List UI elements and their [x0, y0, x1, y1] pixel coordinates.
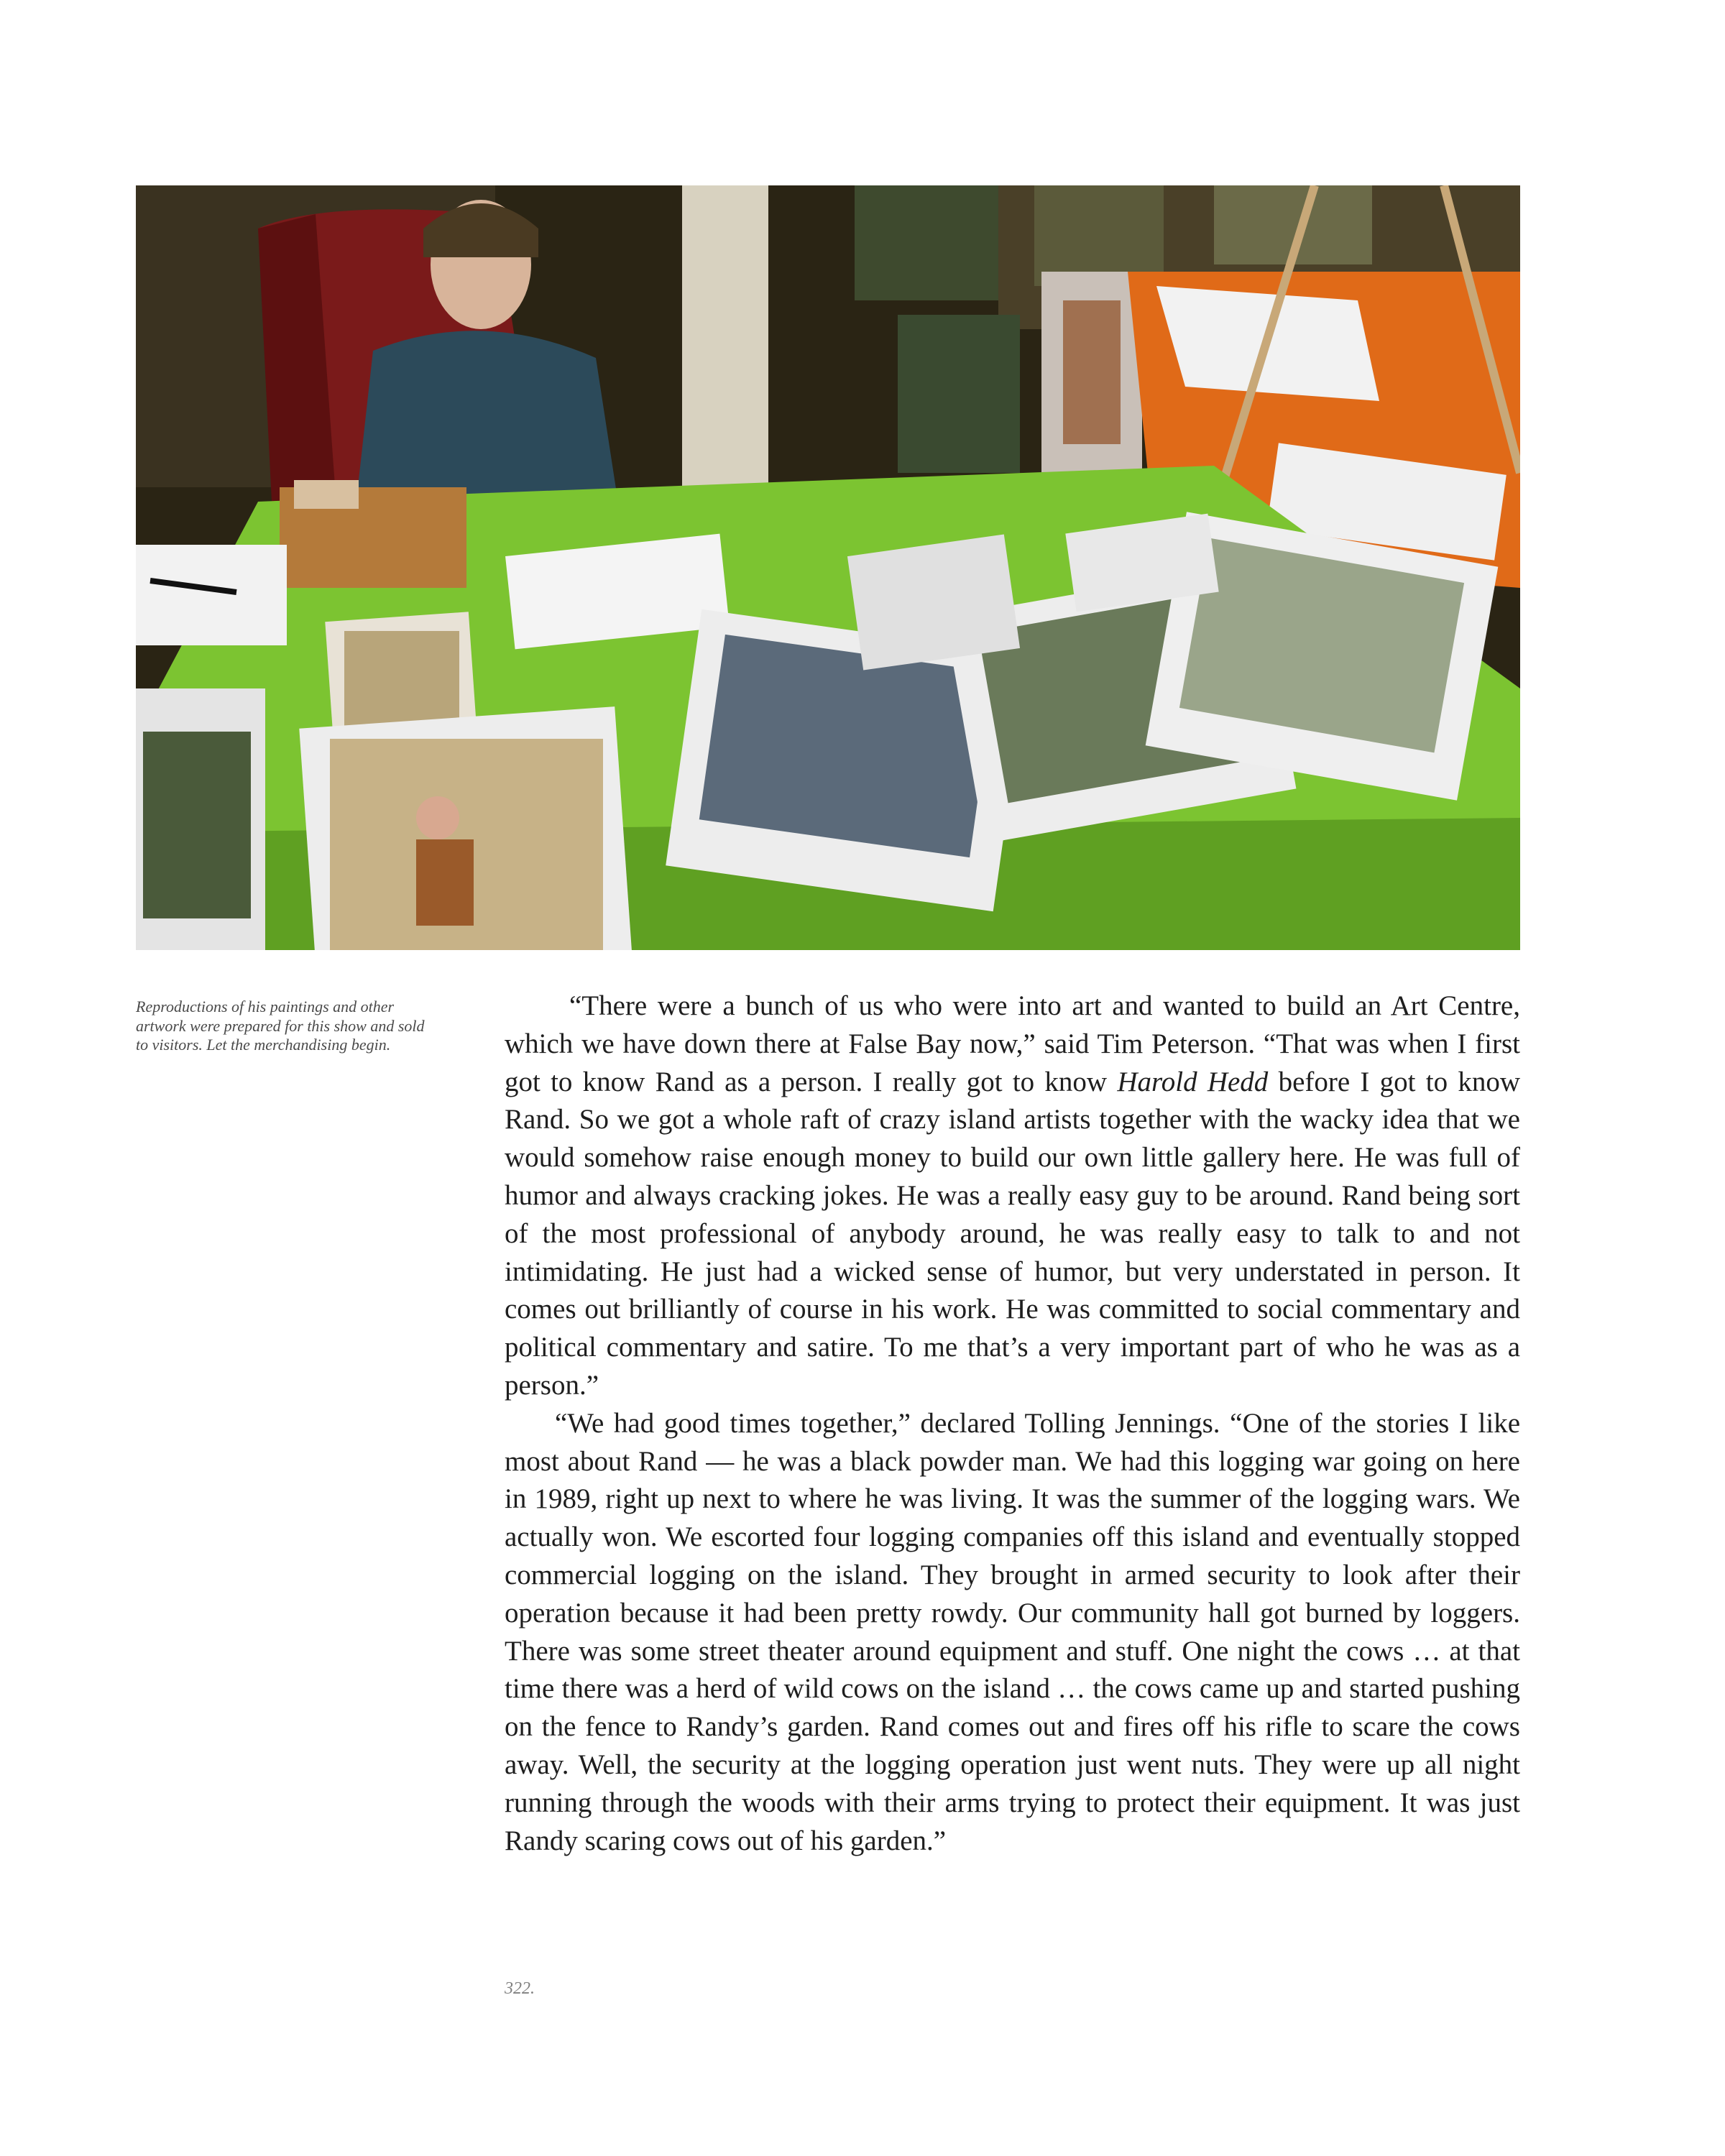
italic-title-harold-hedd: Harold Hedd	[1117, 1066, 1269, 1097]
merchandise-table-photo	[136, 185, 1520, 950]
paragraph-text-part: before I got to know Rand. So we got a whole raft of crazy island artists together with the wacky idea that we would somehow raise enough money to build our own little gallery here. He was full of humor and always cracking jokes. He was a really easy guy to be around. Rand being sort of the most professional of anybody around, he was really easy to talk to and not intimidating. He just had a wicked sense of humor, but very understated in person. It comes out brilliantly of course in his work. He was committed to social commentary and political commentary and satire. To me that’s a very important part of who he was as a person.”	[505, 1066, 1521, 1401]
paragraph-text-part: “There were a bunch of us who were into art and wanted to build an Art Centre, which we have down there at False Bay now,” said Tim Peterson. “That was when I first got to know Rand as a person. I really got to know	[505, 990, 1520, 1097]
paragraph-tim-peterson-quote	[505, 987, 1520, 1405]
photo-illustration	[136, 185, 1520, 950]
article-body	[505, 987, 1520, 1860]
photo-caption: Reproductions of his paintings and other artwork were prepared for this show and sold to visitors. Let the merchandising begin.	[136, 998, 425, 1054]
paragraph-tolling-jennings-quote: “We had good times together,” declared Tolling Jennings. “One of the stories I like most about Rand — he was a black powder man. We had this logging war going on here in 1989, right up next to where he was living. It was the summer of the logging wars. We actually won. We escorted four logging companies off this island and eventually stopped commercial logging on the island. They brought in armed security to look after their operation because it had been pretty rowdy. Our community hall got burned by loggers. There was some street theater around equipment and stuff. One night the cows … at that time there was a herd of wild cows on the island … the cows came up and started pushing on the fence to Randy’s garden. Rand comes out and fires off his rifle to scare the cows away. Well, the security at the logging operation just went nuts. They were up all night running through the woods with their arms trying to protect their equipment. It was just Randy scaring cows out of his garden.”	[505, 1407, 1520, 1856]
page-number: 322.	[505, 1979, 535, 1998]
